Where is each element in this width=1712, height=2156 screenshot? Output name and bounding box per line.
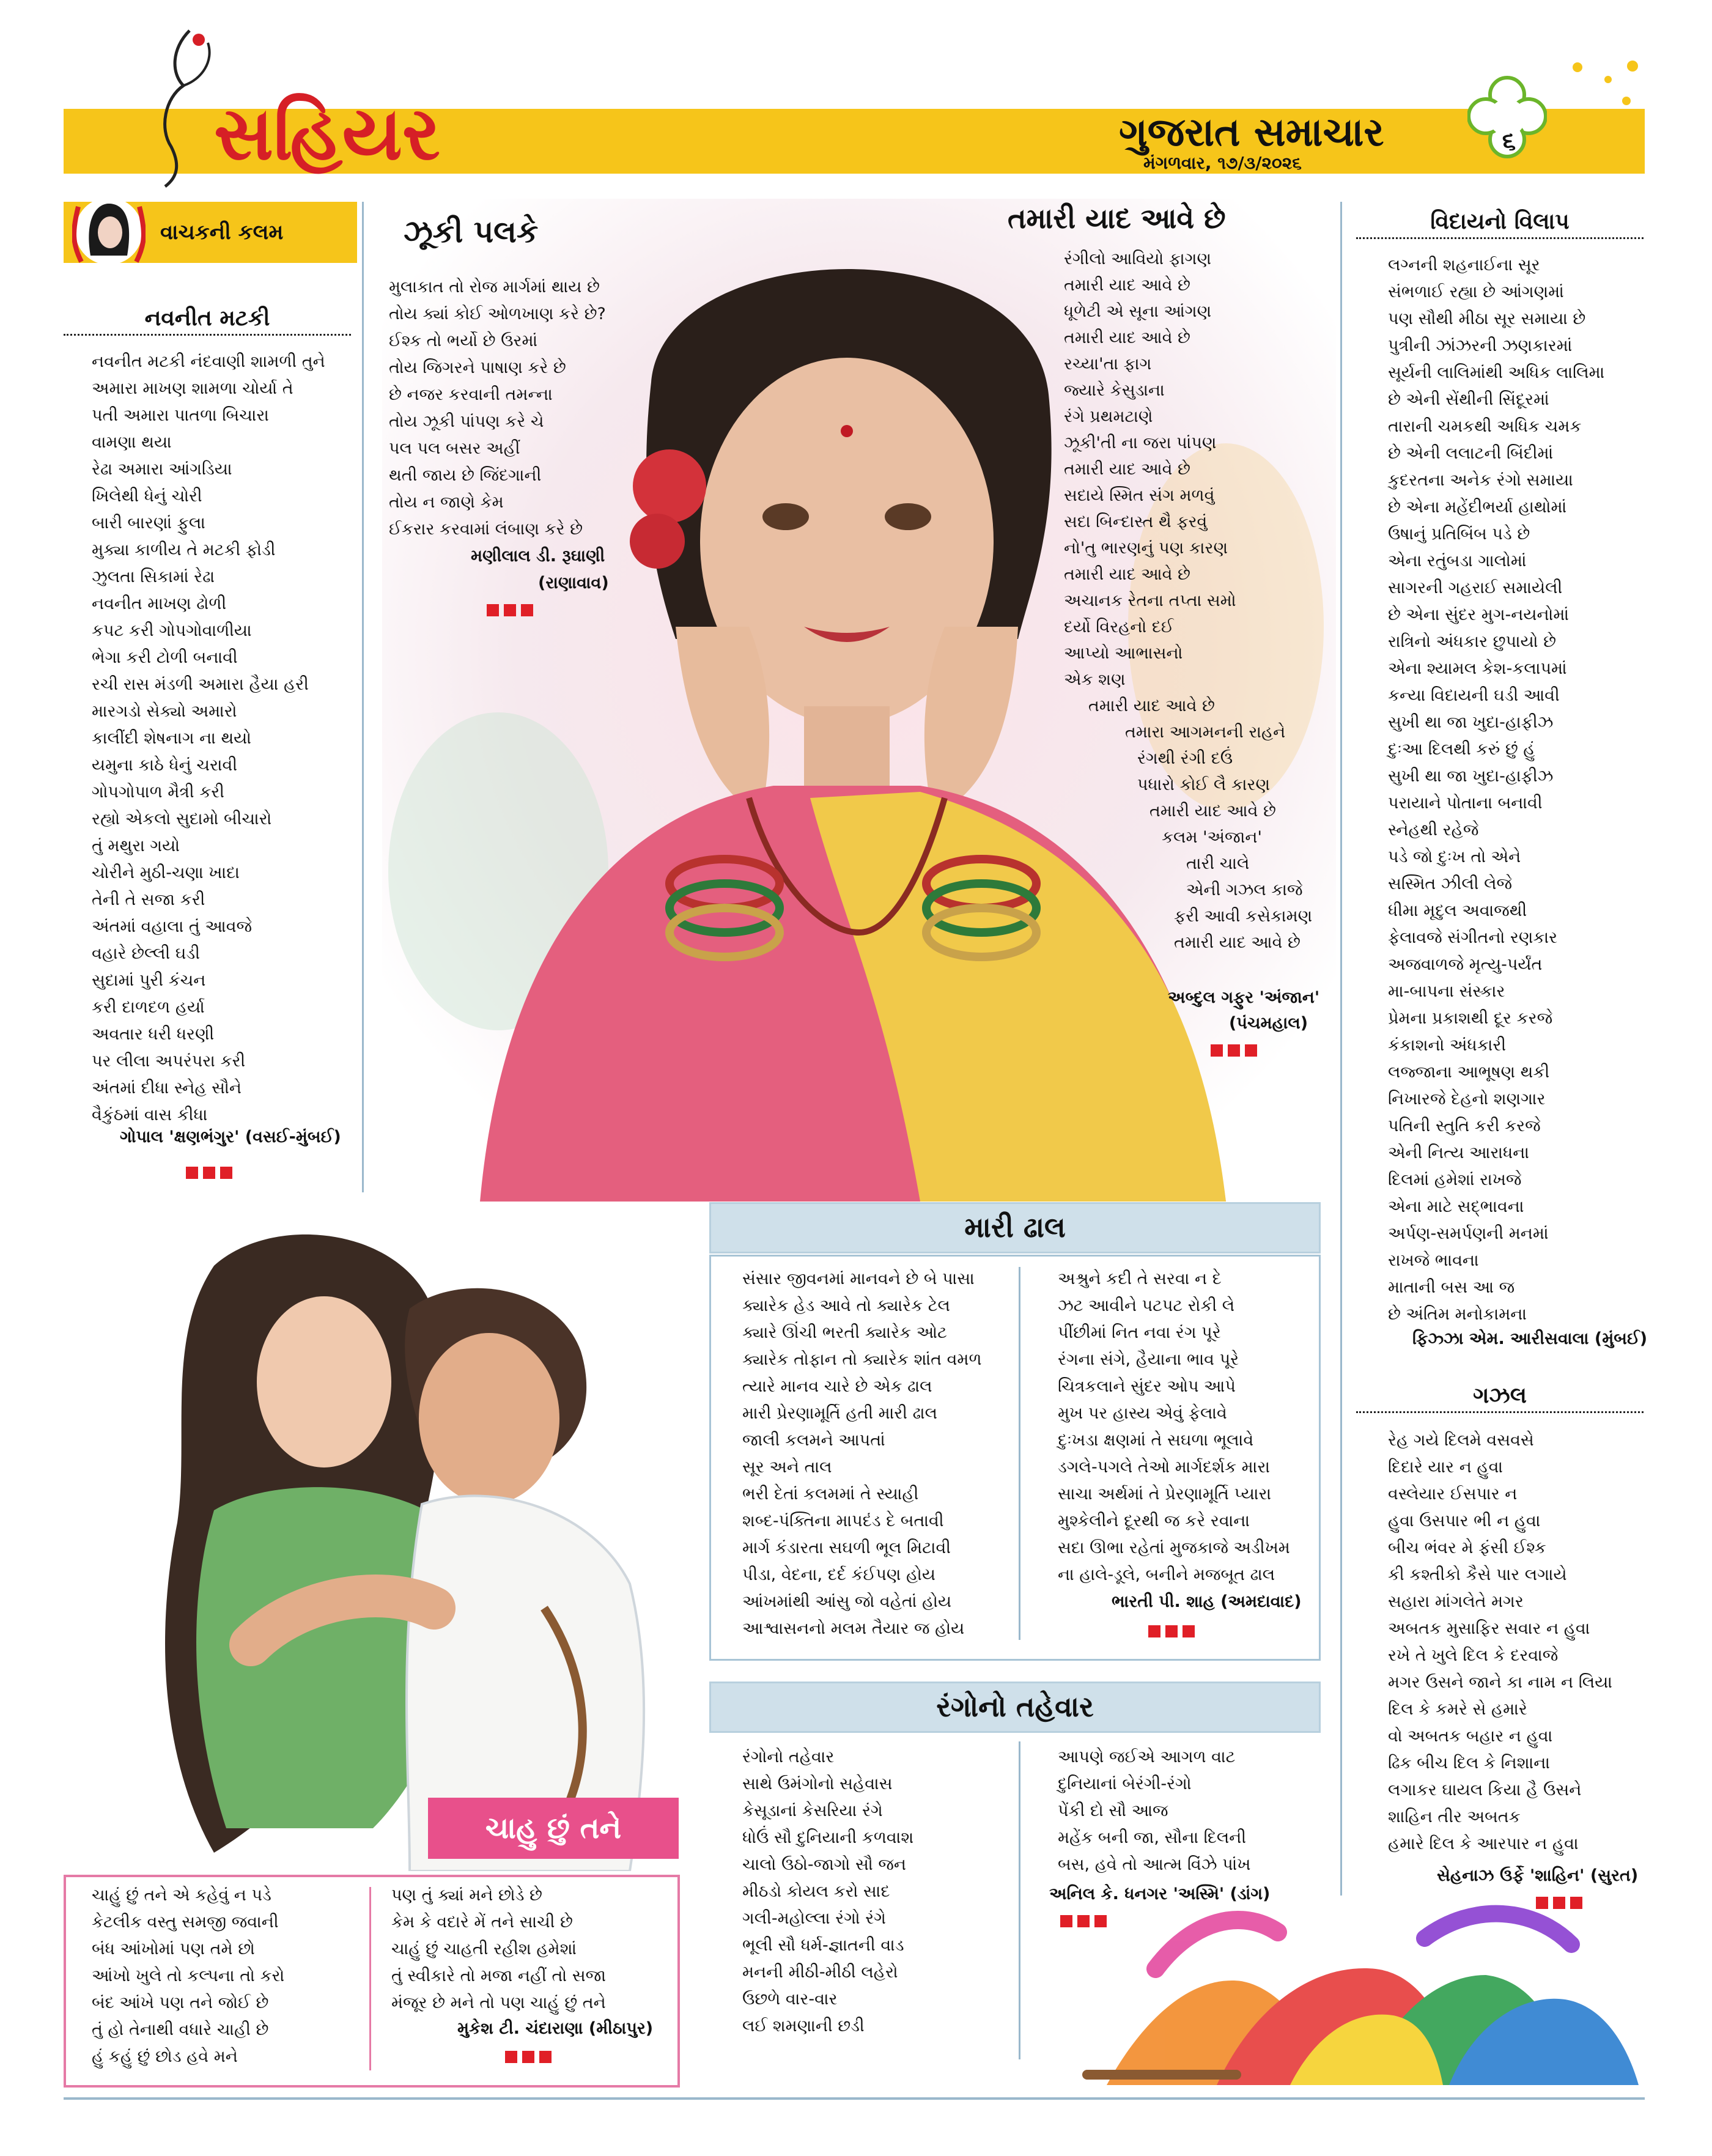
- navneet-poem: [92, 349, 325, 1129]
- poem-line: અંતમાં વહાલા તું આવજે: [92, 917, 253, 936]
- jhuki-poem: [389, 274, 606, 543]
- poem-line: પુત્રીની ઝાંઝરની ઝણકારમાં: [1388, 336, 1573, 355]
- poem-line: તમારી યાદ આવે છે: [1149, 802, 1276, 821]
- poem-line: દિલમાં હમેશાં રાખજે: [1388, 1170, 1522, 1189]
- poem-line: દિલ કે કમરે સે હમારે: [1388, 1700, 1527, 1719]
- poem-line: આપણે જઈએ આગળ વાટ: [1058, 1748, 1236, 1767]
- poem-line: કાલીંદી શેષનાગ ના થયો: [92, 729, 252, 748]
- poem-line: ક્યારેક હેડ આવે તો ક્યારેક ટેલ: [742, 1296, 950, 1315]
- poem-line: કપટ કરી ગોપગોવાળીયા: [92, 621, 252, 640]
- navneet-title: નવનીત મટકી: [64, 306, 351, 336]
- poem-line: ત્યારે માનવ ચારે છે એક ઢાલ: [742, 1377, 932, 1396]
- poem-line: પધારો કોઈ લૈ કારણ: [1137, 775, 1271, 794]
- poem-line: ફરી આવી કસેકામણ: [1174, 907, 1313, 926]
- poem-line: ભૂલી સૌ ધર્મ-જ્ઞાતની વાડ: [742, 1936, 904, 1955]
- poem-line: આંખમાંથી આંસુ જો વહેતાં હોય: [742, 1592, 952, 1611]
- poem-line: રેઢા અમારા આંગડિયા: [92, 460, 232, 479]
- poem-line: સહારા માંગલેતે મગર: [1388, 1592, 1524, 1611]
- poem-line: અંતમાં દીધા સ્નેહ સૌને: [92, 1079, 242, 1098]
- poem-line: ના હાલે-ડૂલે, બનીને મજબૂત ઢાલ: [1058, 1565, 1275, 1584]
- poem-line: ઈકરાર કરવામાં લંબાણ કરે છે: [389, 520, 583, 539]
- dhaal-end-marks: [1148, 1625, 1195, 1637]
- chahu-title-banner: ચાહુ છું તને: [428, 1798, 679, 1859]
- poem-line: અર્પણ-સમર્પણની મનમાં: [1388, 1224, 1549, 1243]
- poem-line: ધોઉં સૌ દુનિયાની કળવાશ: [742, 1828, 914, 1847]
- holi-color-powder-illustration: [1058, 1883, 1645, 2091]
- poem-line: સદા બિન્દાસ્ત થૈ ફરવું: [1064, 512, 1208, 531]
- navneet-author: ગોપાલ 'ક્ષણભંગુર' (વસઈ-મુંબઈ): [120, 1128, 341, 1146]
- poem-line: મહેંક બની જા, સૌના દિલની: [1058, 1828, 1247, 1847]
- poem-line: દુઃખડા ક્ષણમાં તે સઘળા ભૂલાવે: [1058, 1431, 1254, 1450]
- poem-line: ખિલેથી ધેનું ચોરી: [92, 487, 202, 506]
- poem-line: મારી પ્રેરણામૂર્તિ હતી મારી ઢાલ: [742, 1404, 938, 1423]
- poem-line: દર્યો વિરહનો દઈ: [1064, 618, 1174, 637]
- poem-line: પેંકી દો સૌ આજ: [1058, 1801, 1168, 1820]
- poem-line: હુવા ઉસપાર ભી ન હુવા: [1388, 1512, 1541, 1530]
- navneet-end-marks: [186, 1167, 232, 1179]
- dhaal-title-banner: મારી ઢાલ: [709, 1202, 1321, 1253]
- poem-line: તમારી યાદ આવે છે: [1174, 933, 1301, 952]
- poem-line: એના રતુંબડા ગાલોમાં: [1388, 552, 1527, 570]
- poem-line: ઝુલતા સિકામાં રેઢા: [92, 567, 215, 586]
- poem-line: મુખ પર હાસ્ય એવું ફેલાવે: [1058, 1404, 1227, 1423]
- poem-line: અશ્રુને કદી તે સરવા ન દે: [1058, 1269, 1222, 1288]
- poem-line: ફેલાવજે સંગીતનો રણકાર: [1388, 928, 1558, 947]
- poem-line: સુખી થા જા ખુદા-હાફીઝ: [1388, 767, 1554, 786]
- rango-poem-col1: [742, 1744, 913, 2040]
- jhuki-end-marks: [487, 604, 533, 616]
- chahu-poem-col1: [92, 1882, 284, 2070]
- poem-line: અજવાળજે મૃત્યુ-પર્યંત: [1388, 955, 1543, 974]
- poem-line: સંભળાઈ રહ્યા છે આંગણમાં: [1388, 282, 1564, 301]
- poem-line: સ્નેહથી રહેજે: [1388, 821, 1479, 840]
- poem-line: તું હો તેનાથી વધારે ચાહી છે: [92, 2020, 269, 2039]
- poem-line: ચોરીને મુઠી-ચણા ખાદા: [92, 863, 240, 882]
- poem-line: સાગરની ગહરાઈ સમાયેલી: [1388, 578, 1563, 597]
- poem-line: ચાહું છું તને એ કહેવું ન પડે: [92, 1886, 271, 1905]
- poem-line: ક્યારે ઊંચી ભરતી ક્યારેક ઓટ: [742, 1323, 947, 1342]
- poem-line: સુખી થા જા ખુદા-હાફીઝ: [1388, 713, 1554, 732]
- poem-line: અબતક મુસાફિર સવાર ન હુવા: [1388, 1619, 1590, 1638]
- dhaal-poem-col2: [1058, 1266, 1290, 1589]
- poem-line: પરાયાને પોતાના બનાવી: [1388, 794, 1543, 813]
- chahu-poem-col2: [391, 1882, 606, 2017]
- poem-line: સુદામાં પુરી કંચન: [92, 971, 206, 990]
- poem-line: ઝૂકી'તી ના જરા પાંપણ: [1064, 434, 1217, 452]
- poem-line: જ્યારે કેસુડાના: [1064, 381, 1165, 400]
- poem-line: તમારી યાદ આવે છે: [1064, 328, 1190, 347]
- column-rule: [1340, 202, 1342, 1896]
- poem-line: શાહિન તીર અબતક: [1388, 1807, 1521, 1826]
- yaad-place: (પંચમહાલ): [1229, 1014, 1308, 1033]
- poem-line: પલ પલ બસર અહીં: [389, 439, 520, 458]
- poem-line: માર્ગ કંડારતા સઘળી ભૂલ મિટાવી: [742, 1538, 951, 1557]
- poem-line: કેટલીક વસ્તુ સમજી જવાની: [92, 1913, 279, 1932]
- yaad-end-marks: [1211, 1044, 1257, 1057]
- poem-line: જાલી કલમને આપતાં: [742, 1431, 885, 1450]
- poem-line: સંસાર જીવનમાં માનવને છે બે પાસા: [742, 1269, 975, 1288]
- poem-line: રેહ ગયે દિલમે વસવસે: [1388, 1431, 1534, 1450]
- rango-author: અનિલ કે. ધનગર 'અસ્મિ' (ડાંગ): [1049, 1885, 1271, 1903]
- jhuki-place: (રાણાવાવ): [538, 574, 609, 593]
- poem-line: બંદ આંખે પણ તને જોઈ છે: [92, 1993, 269, 2012]
- poem-line: નો'તુ ભારણનું પણ કારણ: [1064, 539, 1228, 558]
- poem-line: તમારી યાદ આવે છે: [1064, 276, 1190, 295]
- poem-line: ગોપગોપાળ મૈત્રી કરી: [92, 783, 224, 802]
- poem-line: અમારા માખણ શામળા ચોર્યા તે: [92, 379, 293, 398]
- poem-line: બીચ ભંવર મે ફંસી ઈશ્ક: [1388, 1538, 1546, 1557]
- poem-line: નિખારજે દેહનો શણગાર: [1388, 1090, 1546, 1109]
- yaad-poem: [1064, 246, 1312, 956]
- chahu-end-marks: [505, 2051, 552, 2063]
- poem-line: તારી ચાલે: [1186, 854, 1250, 873]
- gazal-author: સેહનાઝ ઉર્ફે 'શાહિન' (સુરત): [1437, 1866, 1639, 1885]
- poem-line: પ્રેમના પ્રકાશથી દૂર કરજે: [1388, 1009, 1553, 1028]
- poem-line: છે એની લલાટની બિંદીમાં: [1388, 444, 1554, 463]
- gazal-title: ગઝલ: [1356, 1383, 1644, 1413]
- poem-line: મુલાકાત તો રોજ માર્ગમાં થાય છે: [389, 278, 600, 297]
- section-tag-label: વાચકની કલમ: [160, 220, 284, 245]
- vidaay-author: ફિઝ્ઝા એમ. આરીસવાલા (મુંબઈ): [1412, 1329, 1648, 1348]
- poem-line: ઢિક બીચ દિલ કે નિશાના: [1388, 1754, 1550, 1773]
- poem-line: છે એના સુંદર મુગ-નયનોમાં: [1388, 605, 1570, 624]
- poem-line: હમારે દિલ કે આરપાર ન હુવા: [1388, 1834, 1579, 1853]
- poem-line: હું કહું છું છોડ હવે મને: [92, 2047, 238, 2066]
- poem-line: રખે તે ખુલે દિલ કે દરવાજે: [1388, 1646, 1559, 1665]
- poem-line: ધૂળેટી એ સૂના આંગણ: [1064, 302, 1212, 321]
- poem-line: પડે જો દુઃખ તો એને: [1388, 847, 1521, 866]
- poem-line: એની નિત્ય આરાધના: [1388, 1143, 1529, 1162]
- brand-title: સહિયર: [214, 90, 440, 177]
- poem-line: ડગલે-પગલે તેઓ માર્ગદર્શક મારા: [1058, 1458, 1270, 1477]
- poem-line: તોય જિગરને પાષાણ કરે છે: [389, 358, 566, 377]
- poem-line: કરી દાળદળ હર્યા: [92, 998, 205, 1017]
- column-rule: [362, 202, 364, 1192]
- issue-date: મંગળવાર, ૧૭/૩/૨૦૨૬: [1143, 153, 1302, 173]
- poem-line: સદાયે સ્મિત સંગ મળવું: [1064, 486, 1215, 505]
- poem-line: મીઠડો કોયલ કરો સાદ: [742, 1882, 890, 1901]
- poem-line: રાત્રિનો અંધકાર છુપાયો છે: [1388, 632, 1556, 651]
- rango-column-rule: [1019, 1741, 1020, 2059]
- poem-line: કન્યા વિદાયની ઘડી આવી: [1388, 686, 1560, 705]
- poem-line: નવનીત માખણ ઢોળી: [92, 594, 227, 613]
- page-number: ૬: [1502, 127, 1516, 155]
- poem-line: કેસૂડાનાં કેસરિયા રંગે: [742, 1801, 883, 1820]
- poem-line: મારગડો સેક્યો અમારો: [92, 702, 237, 721]
- couple-illustration: [92, 1217, 654, 1871]
- yaad-author: અબ્દુલ ગફુર 'અંજાન': [1168, 988, 1320, 1007]
- poem-line: ઉછળે વાર-વાર: [742, 1990, 838, 2009]
- poem-line: વો અબતક બહાર ન હુવા: [1388, 1727, 1553, 1746]
- poem-line: લગાકર ઘાયલ કિયા હૈ ઉસને: [1388, 1781, 1582, 1800]
- poem-line: છે નજર કરવાની તમન્ના: [389, 385, 553, 404]
- poem-line: શબ્દ-પંક્તિના માપદંડ દે બતાવી: [742, 1512, 944, 1530]
- poem-line: રંગના સંગે, હૈયાના ભાવ પૂરે: [1058, 1350, 1239, 1369]
- yaad-title: તમારી યાદ આવે છે: [1008, 202, 1226, 235]
- poem-line: તોય ક્યાં કોઈ ઓળખાણ કરે છે?: [389, 305, 606, 323]
- poem-line: બારી બારણાં ફુલા: [92, 514, 205, 533]
- poem-line: ભરી દેતાં કલમમાં તે સ્યાહી: [742, 1485, 919, 1504]
- poem-line: છે એના મહેંદીભર્યા હાથોમાં: [1388, 498, 1567, 517]
- poem-line: સાથે ઉમંગોનો સહેવાસ: [742, 1774, 893, 1793]
- poem-line: સસ્મિત ઝીલી લેજે: [1388, 874, 1513, 893]
- poem-line: એના માટે સદ્ભાવના: [1388, 1197, 1524, 1216]
- poem-line: મગર ઉસને જાને કા નામ ન લિયા: [1388, 1673, 1612, 1692]
- poem-line: લઈ શમણાની છડી: [742, 2017, 865, 2036]
- poem-line: પણ તું ક્યાં મને છોડે છે: [391, 1886, 542, 1905]
- poem-line: રહ્યો એકલો સુદામો બીચારો: [92, 810, 272, 829]
- poem-line: ચાહું છું ચાહતી રહીશ હમેશાં: [391, 1940, 577, 1958]
- poem-line: તોય ઝૂકી પાંપણ કરે ચે: [389, 412, 544, 431]
- poem-line: અવતાર ધરી ધરણી: [92, 1025, 215, 1044]
- poem-line: ચાલો ઉઠો-જાગો સૌ જન: [742, 1855, 907, 1874]
- rango-title-banner: રંગોનો તહેવાર: [709, 1682, 1321, 1733]
- poem-line: લજ્જાના આભૂષણ થકી: [1388, 1063, 1550, 1082]
- newspaper-name: ગુજરાત સમાચાર: [1119, 110, 1384, 155]
- poem-line: વામણા થયા: [92, 433, 172, 452]
- gazal-poem: [1388, 1427, 1612, 1858]
- chahu-column-rule: [369, 1887, 371, 2070]
- poem-line: છે અંતિમ મનોકામના: [1388, 1305, 1527, 1324]
- stars-decoration-icon: [1565, 55, 1645, 116]
- poem-line: સૂર અને તાલ: [742, 1458, 832, 1477]
- poem-line: તમારી યાદ આવે છે: [1088, 696, 1215, 715]
- poem-line: એની ગઝલ કાજે: [1186, 880, 1303, 899]
- poem-line: આપ્યો આભાસનો: [1064, 644, 1183, 663]
- poem-line: દિદારે યાર ન હુવા: [1388, 1458, 1504, 1477]
- dhaal-author: ભારતી પી. શાહ (અમદાવાદ): [1112, 1592, 1302, 1611]
- poem-line: રંગોનો તહેવાર: [742, 1748, 835, 1767]
- poem-line: તમારી યાદ આવે છે: [1064, 565, 1190, 584]
- poem-line: મા-બાપના સંસ્કાર: [1388, 982, 1505, 1001]
- poem-line: મુક્યા કાળીય તે મટકી ફોડી: [92, 541, 276, 559]
- poem-line: પતિની સ્તુતિ કરી કરજે: [1388, 1117, 1541, 1135]
- poem-line: ક્યારેક તોફાન તો ક્યારેક શાંત વમળ: [742, 1350, 982, 1369]
- poem-line: આશ્વાસનનો મલમ તૈયાર જ હોય: [742, 1619, 965, 1638]
- poem-line: તમારી યાદ આવે છે: [1064, 460, 1190, 479]
- poem-line: રચી રાસ મંડળી અમારા હૈયા હરી: [92, 675, 309, 694]
- poem-line: કુદરતના અનેક રંગો સમાયા: [1388, 471, 1573, 490]
- jhuki-author: મણીલાલ ડી. રૂઘાણી: [471, 547, 605, 566]
- poem-line: યમુના કાઠે ધેનું ચરાવી: [92, 756, 238, 775]
- poem-line: કંકાશનો અંધકારી: [1388, 1036, 1507, 1055]
- poem-line: દુનિયાનાં બેરંગી-રંગો: [1058, 1774, 1192, 1793]
- poem-line: પણ સૌથી મીઠા સૂર સમાયા છે: [1388, 309, 1586, 328]
- poem-line: સાચા અર્થમાં તે પ્રેરણામૂર્તિ પ્યારા: [1058, 1485, 1272, 1504]
- poem-line: આંખો ખુલે તો કલ્પના તો કરો: [92, 1966, 285, 1985]
- poem-line: લગ્નની શહનાઈના સૂર: [1388, 256, 1540, 275]
- dhaal-column-rule: [1019, 1267, 1020, 1640]
- poem-line: તારાની ચમકથી અધિક ચમક: [1388, 417, 1582, 436]
- poem-line: ધીમા મૃદુલ અવાજથી: [1388, 901, 1527, 920]
- poem-line: સૂર્યની લાલિમાંથી અધિક લાલિમા: [1388, 363, 1605, 382]
- poem-line: છે એની સેંથીની સિંદૂરમાં: [1388, 390, 1549, 409]
- poem-line: પર લીલા અપરંપરા કરી: [92, 1052, 246, 1071]
- chahu-author: મુકેશ ટી. ચંદારાણા (મીઠાપુર): [457, 2019, 654, 2038]
- poem-line: માતાની બસ આ જ: [1388, 1278, 1515, 1297]
- poem-line: રંગીલો આવિયો ફાગણ: [1064, 249, 1211, 268]
- poem-line: એના શ્યામલ કેશ-કલાપમાં: [1388, 659, 1567, 678]
- poem-line: પીંછીમાં નિત નવા રંગ પૂરે: [1058, 1323, 1221, 1342]
- poem-line: દુઃઆ દિલથી કરું છું હું: [1388, 740, 1535, 759]
- poem-line: વૈકુંઠમાં વાસ કીધા: [92, 1106, 208, 1124]
- poem-line: ચિત્રકલાને સુંદર ઓપ આપે: [1058, 1377, 1236, 1396]
- poem-line: રચ્યા'તા ફાગ: [1064, 355, 1152, 374]
- poem-line: મનની મીઠી-મીઠી લહેરો: [742, 1963, 898, 1982]
- poem-line: તેની તે સજા કરી: [92, 890, 205, 909]
- poem-line: મુશ્કેલીને દૂરથી જ કરે રવાના: [1058, 1512, 1250, 1530]
- poem-line: ભેગા કરી ટોળી બનાવી: [92, 648, 238, 667]
- poem-line: અચાનક રેતના તપ્તા સમો: [1064, 591, 1236, 610]
- poem-line: કલમ 'અંજાન': [1162, 828, 1262, 847]
- poem-line: કેમ કે વદારે મેં તને સાચી છે: [391, 1913, 573, 1932]
- vidaay-title: વિદાયનો વિલાપ: [1356, 209, 1644, 239]
- poem-line: સદા ઊભા રહેતાં મુજકાજે અડીખમ: [1058, 1538, 1290, 1557]
- poem-line: મંજૂર છે મને તો પણ ચાહું છું તને: [391, 1993, 606, 2012]
- poem-line: ઉષાનું પ્રતિબિંબ પડે છે: [1388, 525, 1530, 544]
- rango-poem-col2: [1058, 1744, 1250, 1878]
- poem-line: વહારે છેલ્લી ઘડી: [92, 944, 200, 963]
- jhuki-title: ઝૂકી પલકે: [404, 214, 539, 249]
- poem-line: તું સ્વીકારે તો મજા નહીં તો સજા: [391, 1966, 606, 1985]
- poem-line: તમારા આગમનની રાહને: [1125, 723, 1286, 742]
- poem-line: ઝટ આવીને પટપટ રોકી લે: [1058, 1296, 1235, 1315]
- poem-line: વસ્લેયાર ઈસપાર ન: [1388, 1485, 1518, 1504]
- poem-line: પતી અમારા પાતળા બિચારા: [92, 406, 269, 425]
- poem-line: ગલી-મહોલ્લા રંગો રંગે: [742, 1909, 886, 1928]
- poem-line: બસ, હવે તો આત્મ વિંઝે પાંખ: [1058, 1855, 1251, 1874]
- poem-line: થતી જાય છે જિંદગાની: [389, 466, 542, 485]
- poem-line: તું મથુરા ગયો: [92, 836, 180, 855]
- poem-line: એક શણ: [1064, 670, 1126, 689]
- poem-line: તોય ન જાણે કેમ: [389, 493, 504, 512]
- vidaay-poem: [1388, 252, 1604, 1328]
- poem-line: ઈશ્ક તો ભર્યો છે ઉરમાં: [389, 331, 538, 350]
- poem-line: નવનીત મટકી નંદવાણી શામળી તુને: [92, 352, 325, 371]
- poem-line: બંધ આંખોમાં પણ તમે છો: [92, 1940, 255, 1958]
- poem-line: રંગથી રંગી દઉં: [1137, 749, 1233, 768]
- poem-line: રાખજે ભાવના: [1388, 1251, 1479, 1270]
- poem-line: રંગે પ્રથમટાણે: [1064, 407, 1153, 426]
- dhaal-poem-col1: [742, 1266, 982, 1642]
- page-bottom-rule: [64, 2097, 1645, 2100]
- poem-line: કી કશ્તીકો કૈસે પાર લગાયે: [1388, 1565, 1567, 1584]
- reader-avatar-icon: [72, 194, 146, 268]
- poem-line: પીડા, વેદના, દર્દ કંઈપણ હોય: [742, 1565, 936, 1584]
